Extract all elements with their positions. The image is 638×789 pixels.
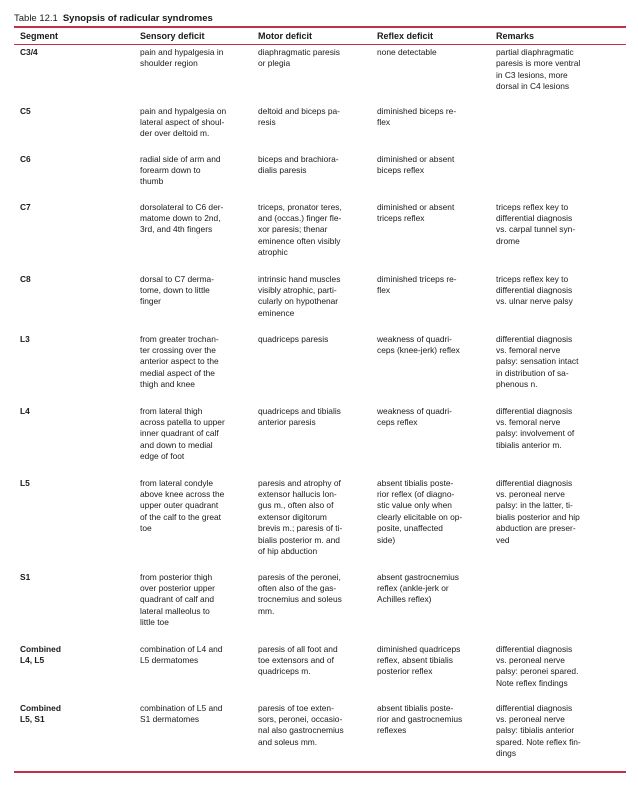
cell-sensory: dorsolateral to C6 der- matome down to 2nd, 3rd, and 4th fingers	[140, 201, 224, 235]
table-row	[14, 150, 626, 198]
cell-sensory: dorsal to C7 derma- tome, down to little finger	[140, 273, 215, 307]
cell-sensory: from greater trochan- ter crossing over the anterior aspect to the medial aspect of the thigh and knee	[140, 333, 219, 390]
table-row	[14, 270, 626, 330]
cell-reflex: absent gastrocnemius reflex (ankle-jerk or Achilles reflex)	[377, 571, 459, 605]
cell-reflex: weakness of quadri- ceps reflex	[377, 405, 452, 427]
cell-remarks: differential diagnosis vs. femoral nerve palsy: involvement of tibialis anterior m.	[496, 405, 575, 450]
cell-remarks	[490, 150, 626, 198]
cell-remarks: triceps reflex key to differential diagnosis vs. carpal tunnel syn- drome	[496, 201, 576, 246]
cell-remarks: differential diagnosis vs. peroneal nerve palsy: peronei spared. Note reflex findings	[496, 643, 579, 688]
table-row	[14, 198, 626, 270]
table-row	[14, 330, 626, 402]
cell-reflex: weakness of quadri- ceps (knee-jerk) reflex	[377, 333, 460, 355]
cell-motor: paresis of all foot and toe extensors and of quadriceps m.	[258, 643, 338, 677]
cell-sensory: combination of L5 and S1 dermatomes	[140, 702, 223, 724]
table-title: Synopsis of radicular syndromes	[62, 13, 213, 24]
cell-motor: paresis of the peronei, often also of the gas- trocnemius and soleus mm.	[258, 571, 342, 616]
cell-segment: Combined L5, S1	[20, 702, 61, 724]
cell-sensory: from lateral condyle above knee across the upper outer quadrant of the calf to the great toe	[140, 477, 225, 534]
cell-sensory: from lateral thigh across patella to upper inner quadrant of calf and down to medial edge of foot	[140, 405, 225, 462]
cell-segment: S1	[20, 571, 31, 582]
syndromes-table	[14, 28, 626, 761]
cell-remarks	[490, 568, 626, 640]
cell-segment: C8	[20, 273, 31, 284]
cell-reflex: diminished biceps re- flex	[377, 105, 457, 127]
cell-remarks: differential diagnosis vs. peroneal nerve palsy: in the latter, ti- bialis posterior and hip abduction are preser- ved	[496, 477, 580, 545]
cell-segment: Combined L4, L5	[20, 643, 61, 665]
cell-motor: intrinsic hand muscles visibly atrophic, parti- cularly on hypothenar eminence	[258, 273, 341, 318]
cell-remarks: differential diagnosis vs. femoral nerve palsy: sensation intact in distribution of sa- phenous n.	[496, 333, 579, 390]
cell-segment: L5	[20, 477, 30, 488]
cell-reflex: absent tibialis poste- rior and gastrocnemius reflexes	[377, 702, 463, 736]
table-row	[14, 568, 626, 640]
cell-motor: quadriceps paresis	[258, 333, 329, 344]
cell-motor: diaphragmatic paresis or plegia	[258, 47, 340, 69]
cell-motor: deltoid and biceps pa- resis	[258, 105, 340, 127]
cell-segment: C3/4	[20, 47, 38, 57]
header-segment: Segment	[20, 31, 59, 41]
cell-sensory: radial side of arm and forearm down to thumb	[140, 153, 221, 187]
cell-reflex: diminished quadriceps reflex, absent tibialis posterior reflex	[377, 643, 461, 677]
table-container	[14, 12, 626, 761]
table-row	[14, 699, 626, 761]
cell-motor: quadriceps and tibialis anterior paresis	[258, 405, 341, 427]
cell-motor: triceps, pronator teres, and (occas.) finger fle- xor paresis; thenar eminence often visibly atrophic	[258, 201, 342, 258]
cell-motor: paresis of toe exten- sors, peronei, occasio- nal also gastrocnemius and soleus mm.	[258, 702, 344, 747]
cell-sensory: pain and hypalgesia in shoulder region	[140, 47, 224, 69]
cell-reflex: diminished triceps re- flex	[377, 273, 457, 295]
header-remarks: Remarks	[496, 31, 535, 41]
cell-segment: L4	[20, 405, 30, 416]
cell-reflex: diminished or absent triceps reflex	[377, 201, 455, 223]
cell-remarks: triceps reflex key to differential diagnosis vs. ulnar nerve palsy	[496, 273, 573, 307]
cell-segment: C5	[20, 105, 31, 116]
header-sensory: Sensory deficit	[140, 31, 205, 41]
cell-remarks: differential diagnosis vs. peroneal nerve palsy: tibialis anterior spared. Note reflex fin- dings	[496, 702, 581, 759]
cell-reflex: diminished or absent biceps reflex	[377, 153, 455, 175]
table-caption	[14, 12, 626, 26]
cell-segment: L3	[20, 333, 30, 344]
table-row	[14, 474, 626, 568]
cell-motor: biceps and brachiora- dialis paresis	[258, 153, 339, 175]
table-number: Table 12.1	[14, 13, 58, 24]
table-row	[14, 102, 626, 150]
cell-remarks	[490, 102, 626, 150]
cell-segment: C6	[20, 153, 31, 164]
cell-motor: paresis and atrophy of extensor hallucis lon- gus m., often also of extensor digitorum brevis m.; paresis of ti- bialis posterior m. and of hip abduction	[258, 477, 343, 556]
table-row	[14, 45, 626, 102]
table-row	[14, 402, 626, 474]
cell-remarks: partial diaphragmatic paresis is more ventral in C3 lesions, more dorsal in C4 lesions	[496, 47, 581, 92]
cell-segment: C7	[20, 201, 31, 212]
header-reflex: Reflex deficit	[377, 31, 434, 41]
cell-sensory: combination of L4 and L5 dermatomes	[140, 643, 223, 665]
cell-reflex: none detectable	[377, 47, 437, 57]
table-row	[14, 640, 626, 699]
cell-reflex: absent tibialis poste- rior reflex (of diagno- stic value only when clearly elicitable on op- posite, unaffected side)	[377, 477, 463, 545]
bottom-rule	[14, 771, 626, 773]
header-row	[14, 28, 626, 45]
cell-sensory: from posterior thigh over posterior upper quadrant of calf and lateral malleolus to little toe	[140, 571, 215, 628]
cell-sensory: pain and hypalgesia on lateral aspect of shoul- der over deltoid m.	[140, 105, 227, 139]
table-body	[14, 45, 626, 761]
header-motor: Motor deficit	[258, 31, 312, 41]
